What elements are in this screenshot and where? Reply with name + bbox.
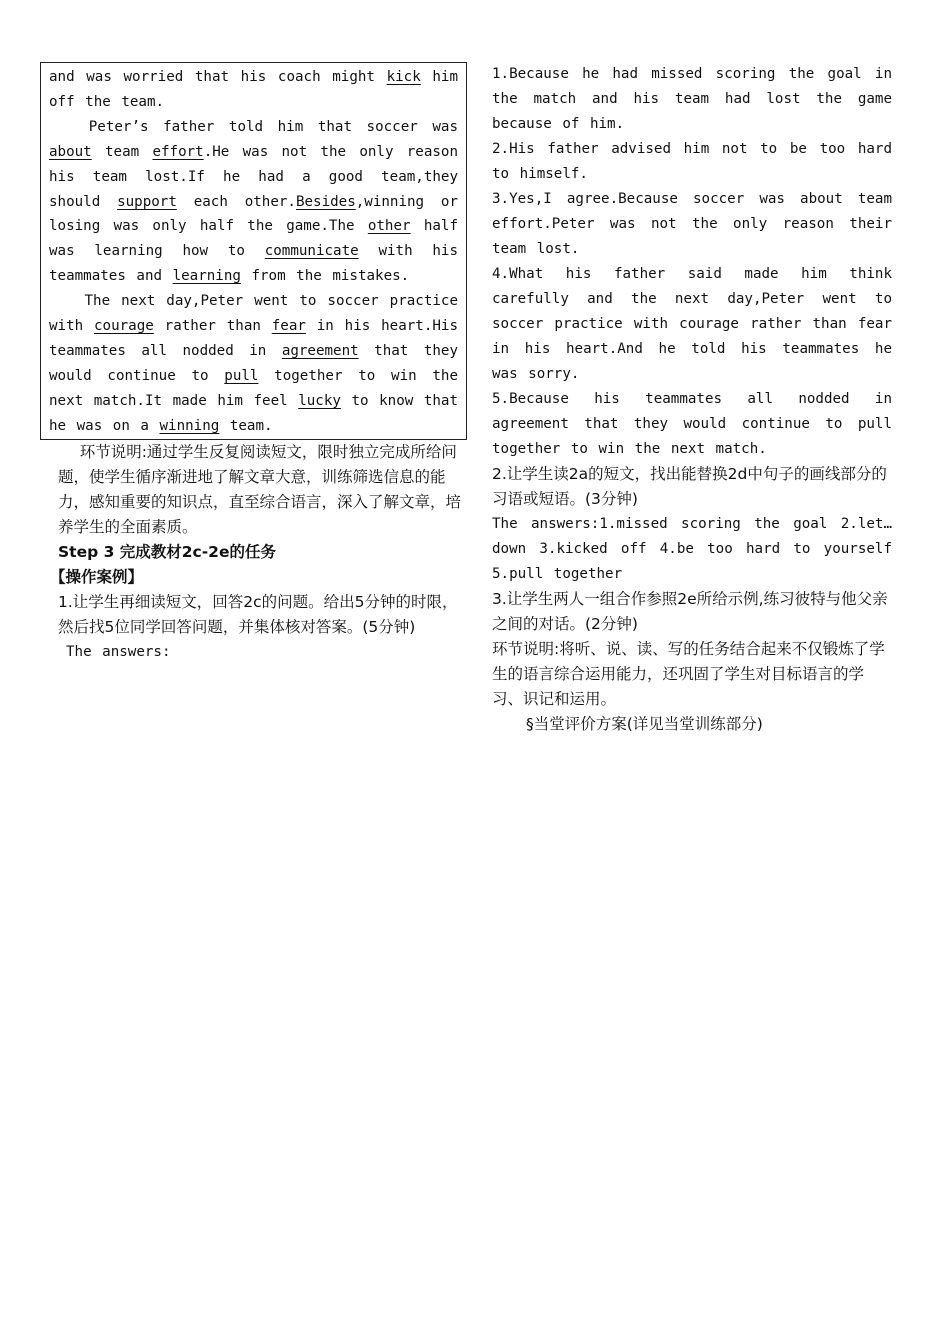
answers-label: The answers: <box>66 643 171 660</box>
left-column <box>40 62 467 665</box>
task-item-2: 2.让学生读2a的短文，找出能替换2d中句子的画线部分的习语或短语。(3分钟) <box>492 465 887 508</box>
section-note-1: 环节说明:通过学生反复阅读短文，限时独立完成所给问题，使学生循序渐进地了解文章大意，训练筛选信息的能力，感知重要的知识点，直至综合语言，深入了解文章，培养学生的全面素质。 <box>58 442 462 536</box>
blank-answer: learning <box>172 268 241 285</box>
blank-answer: courage <box>94 318 154 335</box>
blank-answer: pull <box>224 367 259 384</box>
blank-answer: about <box>49 143 92 160</box>
passage-paragraph-1: and was worried that his coach might kick him off the team. <box>49 69 458 110</box>
case-title: 【操作案例】 <box>50 567 144 586</box>
task-item-1: 1.让学生再细读短文，回答2c的问题。给出5分钟的时限，然后找5位同学回答问题，并集体核对答案。(5分钟) <box>58 592 458 636</box>
blank-answer: effort <box>152 143 204 160</box>
reading-passage-box <box>40 62 467 440</box>
answer-5: 5.Because his teammates all nodded in agreement that they would continue to pull together to win the next match. <box>492 391 892 457</box>
passage-paragraph-3: The next day,Peter went to soccer practice with courage rather than fear in his heart.His teammates all nodded in agreement that they would continue to pull together to win the next match.It made him feel lucky to know that he was on a winning team. <box>49 293 459 434</box>
answer-3: 3.Yes,I agree.Because soccer was about team effort.Peter was not the only reason their team lost. <box>492 191 892 257</box>
blank-answer: kick <box>386 69 421 85</box>
blank-answer: agreement <box>281 342 359 359</box>
right-column <box>492 62 892 737</box>
blank-answer: other <box>367 218 411 235</box>
blank-answer: communicate <box>264 243 359 260</box>
passage-paragraph-2: Peter’s father told him that soccer was about team effort.He was not the only reason his team lost.If he had a good team,they should support each other.Besides,winning or losing was only half the game.The other half was learning how to communicate with his teammates and learning from the mistakes. <box>49 118 459 285</box>
answer-4: 4.What his father said made him think carefully and the next day,Peter went to soccer practice with courage rather than fear in his heart.And he told his teammates he was sorry. <box>492 266 892 382</box>
blank-answer: lucky <box>298 392 341 409</box>
evaluation-plan: §当堂评价方案(详见当堂训练部分) <box>526 715 763 733</box>
answer-1: 1.Because he had missed scoring the goal in the match and his team had lost the game because of him. <box>492 66 892 132</box>
blank-answer: fear <box>271 318 306 335</box>
section-note-2: 环节说明:将听、说、读、写的任务结合起来不仅锻炼了学生的语言综合运用能力，还巩固了学生对目标语言的学习、识记和运用。 <box>492 640 885 708</box>
answers-2: The answers:1.missed scoring the goal 2.let…down 3.kicked off 4.be too hard to yourself 5.pull together <box>492 516 892 582</box>
blank-answer: Besides <box>295 193 356 210</box>
task-item-3: 3.让学生两人一组合作参照2e所给示例,练习彼特与他父亲之间的对话。(2分钟) <box>492 590 888 633</box>
answer-2: 2.His father advised him not to be too hard to himself. <box>492 141 892 182</box>
step-3-heading: Step 3 完成教材2c-2e的任务 <box>58 542 276 561</box>
blank-answer: winning <box>159 417 220 434</box>
blank-answer: support <box>117 193 177 210</box>
